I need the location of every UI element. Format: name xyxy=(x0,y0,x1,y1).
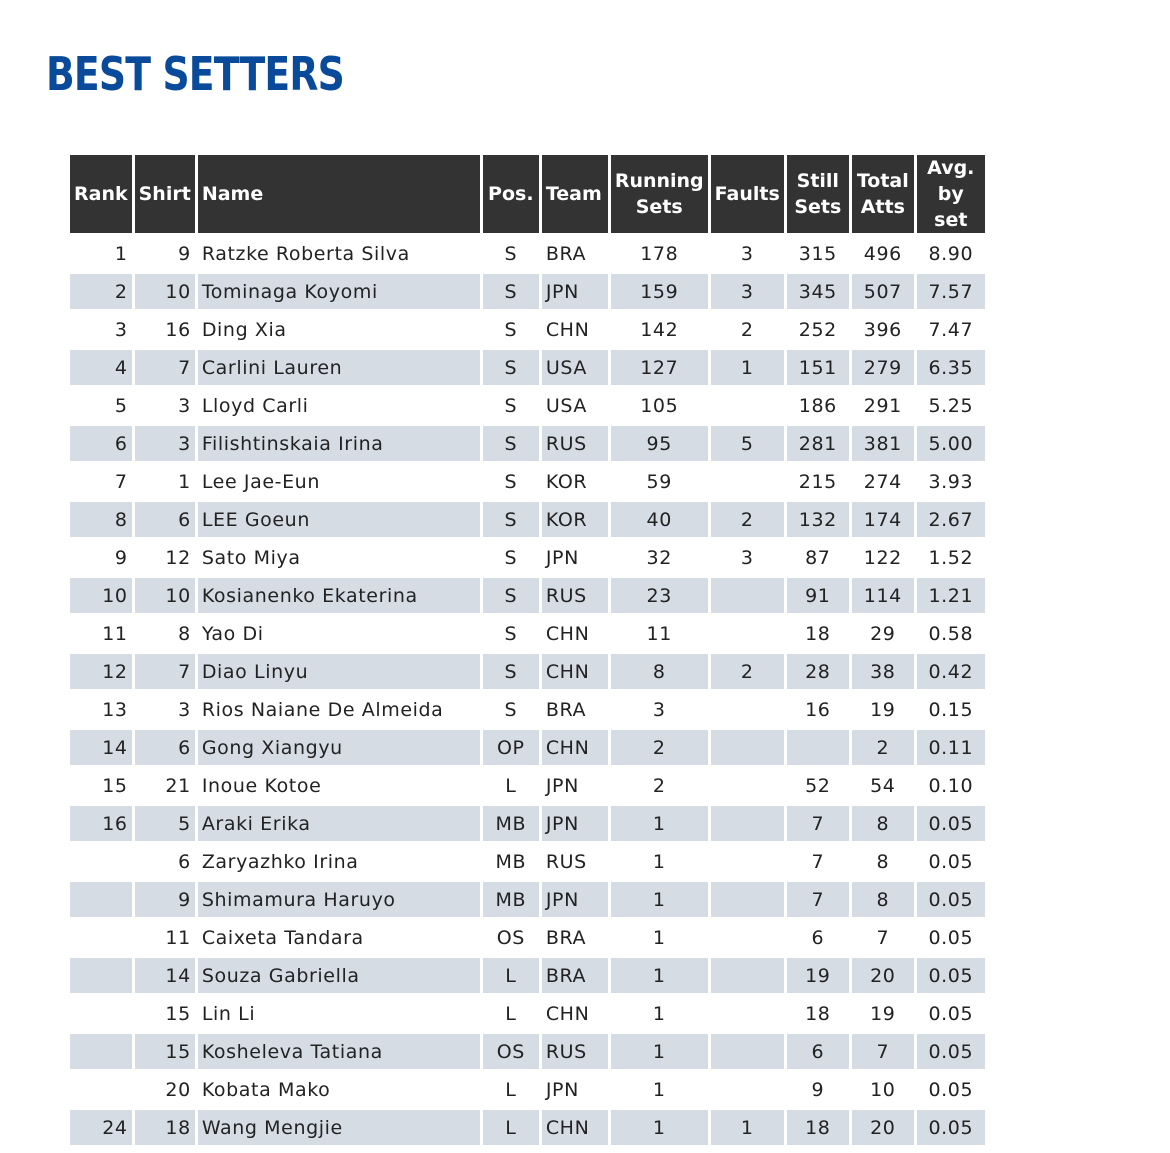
team-cell: RUS xyxy=(542,426,608,461)
column-header-still-sets[interactable]: Still Sets xyxy=(787,155,849,233)
total-atts-cell: 8 xyxy=(852,806,914,841)
shirt-cell: 3 xyxy=(178,394,191,417)
shirt-cell: 7 xyxy=(135,350,195,385)
table-row xyxy=(70,540,985,575)
running-sets-cell: 59 xyxy=(646,470,672,493)
shirt-cell: 16 xyxy=(165,318,191,341)
running-sets-cell: 159 xyxy=(611,274,708,309)
faults-cell: 2 xyxy=(711,502,784,537)
running-sets-cell: 1 xyxy=(652,926,666,949)
faults-cell xyxy=(711,388,784,423)
avg-by-set-cell: 0.05 xyxy=(928,1002,974,1025)
position-cell: MB xyxy=(495,850,527,873)
avg-by-set-cell: 0.05 xyxy=(917,1034,985,1069)
still-sets-cell xyxy=(787,730,849,765)
table-row xyxy=(70,464,985,499)
faults-cell: 3 xyxy=(711,274,784,309)
team-cell: RUS xyxy=(542,1034,608,1069)
team-cell: JPN xyxy=(542,882,608,917)
table-header-row xyxy=(70,155,985,233)
position-cell: MB xyxy=(483,806,539,841)
shirt-cell: 11 xyxy=(165,926,191,949)
shirt-cell: 15 xyxy=(165,1002,191,1025)
still-sets-cell: 91 xyxy=(787,578,849,613)
name-cell: Rios Naiane De Almeida xyxy=(201,698,444,721)
avg-by-set-cell: 0.42 xyxy=(917,654,985,689)
faults-cell xyxy=(711,578,784,613)
total-atts-cell: 8 xyxy=(876,850,890,873)
rank-cell: 10 xyxy=(70,578,132,613)
table-row xyxy=(70,654,985,689)
team-cell: JPN xyxy=(545,774,579,797)
rank-cell: 1 xyxy=(114,242,128,265)
rank-cell: 8 xyxy=(70,502,132,537)
running-sets-cell: 1 xyxy=(652,850,666,873)
running-sets-cell: 1 xyxy=(611,1034,708,1069)
still-sets-cell: 52 xyxy=(805,774,831,797)
still-sets-cell: 252 xyxy=(798,318,837,341)
total-atts-cell: 496 xyxy=(863,242,902,265)
name-cell: Tominaga Koyomi xyxy=(198,274,480,309)
name-cell: Ratzke Roberta Silva xyxy=(201,242,410,265)
running-sets-cell: 95 xyxy=(611,426,708,461)
avg-by-set-cell: 0.05 xyxy=(917,1110,985,1145)
faults-cell: 3 xyxy=(740,242,754,265)
position-cell: OS xyxy=(483,1034,539,1069)
team-cell: CHN xyxy=(545,622,590,645)
column-header-name[interactable]: Name xyxy=(198,155,480,233)
rank-cell: 12 xyxy=(70,654,132,689)
column-header-position[interactable]: Pos. xyxy=(483,155,539,233)
running-sets-cell: 1 xyxy=(652,1002,666,1025)
team-cell: BRA xyxy=(545,698,587,721)
avg-by-set-cell: 3.93 xyxy=(928,470,974,493)
table-row xyxy=(70,502,985,537)
table-row xyxy=(70,236,985,271)
faults-cell: 2 xyxy=(711,654,784,689)
table-row xyxy=(70,730,985,765)
rank-cell: 16 xyxy=(70,806,132,841)
name-cell: Kosheleva Tatiana xyxy=(198,1034,480,1069)
rank-cell xyxy=(70,1072,132,1107)
table-row xyxy=(70,388,985,423)
still-sets-cell: 7 xyxy=(811,850,825,873)
column-header-rank[interactable]: Rank xyxy=(70,155,132,233)
shirt-cell: 1 xyxy=(178,470,191,493)
avg-by-set-cell: 7.57 xyxy=(917,274,985,309)
faults-cell xyxy=(711,844,784,879)
total-atts-cell: 20 xyxy=(852,1110,914,1145)
position-cell: S xyxy=(504,318,518,341)
still-sets-cell: 7 xyxy=(787,882,849,917)
avg-by-set-cell: 0.05 xyxy=(917,882,985,917)
table-row xyxy=(70,578,985,613)
team-cell: USA xyxy=(542,350,608,385)
team-cell: RUS xyxy=(542,578,608,613)
rank-cell: 14 xyxy=(70,730,132,765)
still-sets-cell: 9 xyxy=(811,1078,825,1101)
table-row xyxy=(70,1034,985,1069)
position-cell: L xyxy=(505,1002,517,1025)
total-atts-cell: 114 xyxy=(852,578,914,613)
total-atts-cell: 507 xyxy=(852,274,914,309)
running-sets-cell: 1 xyxy=(611,958,708,993)
table-row xyxy=(70,274,985,309)
still-sets-cell: 18 xyxy=(787,1110,849,1145)
column-header-avg-by-set[interactable]: Avg. by set xyxy=(917,155,985,233)
avg-by-set-cell: 7.47 xyxy=(928,318,974,341)
team-cell: JPN xyxy=(542,806,608,841)
rank-cell: 15 xyxy=(102,774,128,797)
rank-cell: 2 xyxy=(70,274,132,309)
still-sets-cell: 186 xyxy=(798,394,837,417)
shirt-cell: 6 xyxy=(135,730,195,765)
faults-cell xyxy=(711,1034,784,1069)
faults-cell xyxy=(711,920,784,955)
running-sets-cell: 105 xyxy=(640,394,679,417)
faults-cell xyxy=(711,464,784,499)
total-atts-cell: 20 xyxy=(852,958,914,993)
team-cell: CHN xyxy=(542,730,608,765)
avg-by-set-cell: 5.00 xyxy=(917,426,985,461)
total-atts-cell: 10 xyxy=(870,1078,896,1101)
rank-cell xyxy=(70,958,132,993)
still-sets-cell: 6 xyxy=(811,926,825,949)
avg-by-set-cell: 0.05 xyxy=(928,850,974,873)
position-cell: S xyxy=(504,698,518,721)
total-atts-cell: 381 xyxy=(852,426,914,461)
total-atts-cell: 54 xyxy=(870,774,896,797)
total-atts-cell: 19 xyxy=(870,1002,896,1025)
position-cell: MB xyxy=(483,882,539,917)
shirt-cell: 6 xyxy=(178,850,191,873)
name-cell: Gong Xiangyu xyxy=(198,730,480,765)
position-cell: S xyxy=(483,578,539,613)
faults-cell xyxy=(711,1072,784,1107)
faults-cell xyxy=(711,882,784,917)
shirt-cell: 9 xyxy=(135,882,195,917)
avg-by-set-cell: 1.21 xyxy=(917,578,985,613)
rank-cell: 5 xyxy=(114,394,128,417)
team-cell: BRA xyxy=(542,958,608,993)
name-cell: Lin Li xyxy=(201,1002,256,1025)
total-atts-cell: 2 xyxy=(852,730,914,765)
shirt-cell: 9 xyxy=(178,242,191,265)
name-cell: Carlini Lauren xyxy=(198,350,480,385)
name-cell: Inoue Kotoe xyxy=(201,774,322,797)
position-cell: S xyxy=(504,470,518,493)
position-cell: S xyxy=(504,242,518,265)
shirt-cell: 15 xyxy=(135,1034,195,1069)
faults-cell xyxy=(711,806,784,841)
table-row xyxy=(70,350,985,385)
rank-cell xyxy=(70,882,132,917)
running-sets-cell: 1 xyxy=(611,1110,708,1145)
total-atts-cell: 279 xyxy=(852,350,914,385)
faults-cell xyxy=(711,692,784,727)
name-cell: LEE Goeun xyxy=(198,502,480,537)
faults-cell: 3 xyxy=(740,546,754,569)
name-cell: Lloyd Carli xyxy=(201,394,309,417)
table-row xyxy=(70,958,985,993)
total-atts-cell: 7 xyxy=(852,1034,914,1069)
running-sets-cell: 11 xyxy=(646,622,672,645)
total-atts-cell: 174 xyxy=(852,502,914,537)
running-sets-cell: 8 xyxy=(611,654,708,689)
table-row xyxy=(70,920,985,955)
position-cell: L xyxy=(505,1078,517,1101)
still-sets-cell: 215 xyxy=(798,470,837,493)
rank-cell xyxy=(70,1034,132,1069)
position-cell: S xyxy=(504,622,518,645)
position-cell: S xyxy=(483,654,539,689)
team-cell: BRA xyxy=(545,926,587,949)
total-atts-cell: 38 xyxy=(852,654,914,689)
team-cell: CHN xyxy=(545,1002,590,1025)
name-cell: Kobata Mako xyxy=(201,1078,331,1101)
position-cell: S xyxy=(483,502,539,537)
table-row xyxy=(70,312,985,347)
team-cell: RUS xyxy=(545,850,587,873)
name-cell: Yao Di xyxy=(201,622,264,645)
still-sets-cell: 151 xyxy=(787,350,849,385)
still-sets-cell: 7 xyxy=(787,806,849,841)
rank-cell: 13 xyxy=(102,698,128,721)
rank-cell: 9 xyxy=(114,546,128,569)
team-cell: JPN xyxy=(545,546,579,569)
position-cell: OS xyxy=(496,926,525,949)
team-cell: JPN xyxy=(545,1078,579,1101)
shirt-cell: 14 xyxy=(135,958,195,993)
name-cell: Kosianenko Ekaterina xyxy=(198,578,480,613)
avg-by-set-cell: 2.67 xyxy=(917,502,985,537)
column-header-faults[interactable]: Faults xyxy=(711,155,784,233)
total-atts-cell: 8 xyxy=(852,882,914,917)
still-sets-cell: 345 xyxy=(787,274,849,309)
position-cell: S xyxy=(483,426,539,461)
table-row xyxy=(70,996,985,1031)
table-row xyxy=(70,426,985,461)
position-cell: S xyxy=(483,274,539,309)
total-atts-cell: 396 xyxy=(863,318,902,341)
best-setters-table xyxy=(67,152,988,1148)
still-sets-cell: 281 xyxy=(787,426,849,461)
faults-cell: 2 xyxy=(740,318,754,341)
running-sets-cell: 40 xyxy=(611,502,708,537)
total-atts-cell: 122 xyxy=(863,546,902,569)
avg-by-set-cell: 0.10 xyxy=(928,774,974,797)
rank-cell xyxy=(70,920,132,955)
table-row xyxy=(70,616,985,651)
avg-by-set-cell: 0.05 xyxy=(928,926,974,949)
team-cell: USA xyxy=(545,394,587,417)
table-row xyxy=(70,692,985,727)
shirt-cell: 5 xyxy=(135,806,195,841)
avg-by-set-cell: 0.05 xyxy=(928,1078,974,1101)
avg-by-set-cell: 0.05 xyxy=(917,806,985,841)
still-sets-cell: 19 xyxy=(787,958,849,993)
running-sets-cell: 178 xyxy=(640,242,679,265)
rank-cell: 4 xyxy=(70,350,132,385)
table-row xyxy=(70,1072,985,1107)
table-row xyxy=(70,768,985,803)
name-cell: Ding Xia xyxy=(201,318,287,341)
rank-cell: 11 xyxy=(102,622,128,645)
avg-by-set-cell: 5.25 xyxy=(928,394,974,417)
position-cell: S xyxy=(483,350,539,385)
faults-cell xyxy=(711,616,784,651)
faults-cell: 1 xyxy=(711,350,784,385)
shirt-cell: 3 xyxy=(178,698,191,721)
still-sets-cell: 18 xyxy=(805,622,831,645)
position-cell: L xyxy=(483,1110,539,1145)
rank-cell: 6 xyxy=(70,426,132,461)
faults-cell xyxy=(711,958,784,993)
running-sets-cell: 127 xyxy=(611,350,708,385)
running-sets-cell: 32 xyxy=(646,546,672,569)
shirt-cell: 7 xyxy=(135,654,195,689)
page-title: BEST SETTERS xyxy=(46,47,344,101)
avg-by-set-cell: 6.35 xyxy=(917,350,985,385)
shirt-cell: 18 xyxy=(135,1110,195,1145)
still-sets-cell: 87 xyxy=(805,546,831,569)
total-atts-cell: 29 xyxy=(870,622,896,645)
name-cell: Wang Mengjie xyxy=(198,1110,480,1145)
avg-by-set-cell: 0.58 xyxy=(928,622,974,645)
avg-by-set-cell: 0.05 xyxy=(917,958,985,993)
total-atts-cell: 291 xyxy=(863,394,902,417)
team-cell: KOR xyxy=(542,502,608,537)
shirt-cell: 10 xyxy=(135,274,195,309)
table-row xyxy=(70,882,985,917)
rank-cell: 24 xyxy=(70,1110,132,1145)
faults-cell xyxy=(711,996,784,1031)
still-sets-cell: 6 xyxy=(787,1034,849,1069)
name-cell: Filishtinskaia Irina xyxy=(198,426,480,461)
shirt-cell: 10 xyxy=(135,578,195,613)
position-cell: L xyxy=(483,958,539,993)
running-sets-cell: 2 xyxy=(652,774,666,797)
rank-cell: 7 xyxy=(114,470,128,493)
running-sets-cell: 23 xyxy=(611,578,708,613)
running-sets-cell: 3 xyxy=(652,698,666,721)
table-row xyxy=(70,1110,985,1145)
column-header-shirt[interactable]: Shirt xyxy=(135,155,195,233)
name-cell: Diao Linyu xyxy=(198,654,480,689)
avg-by-set-cell: 0.15 xyxy=(928,698,974,721)
running-sets-cell: 142 xyxy=(640,318,679,341)
shirt-cell: 21 xyxy=(165,774,191,797)
name-cell: Araki Erika xyxy=(198,806,480,841)
team-cell: CHN xyxy=(542,1110,608,1145)
position-cell: S xyxy=(504,394,518,417)
team-cell: KOR xyxy=(545,470,588,493)
running-sets-cell: 1 xyxy=(611,882,708,917)
rank-cell xyxy=(70,996,132,1031)
shirt-cell: 12 xyxy=(165,546,191,569)
running-sets-cell: 1 xyxy=(611,806,708,841)
column-header-total-atts[interactable]: Total Atts xyxy=(852,155,914,233)
avg-by-set-cell: 0.11 xyxy=(917,730,985,765)
shirt-cell: 6 xyxy=(135,502,195,537)
rank-cell xyxy=(70,844,132,879)
column-header-team[interactable]: Team xyxy=(542,155,608,233)
name-cell: Lee Jae-Eun xyxy=(201,470,320,493)
name-cell: Zaryazhko Irina xyxy=(201,850,359,873)
still-sets-cell: 18 xyxy=(805,1002,831,1025)
table-row xyxy=(70,844,985,879)
still-sets-cell: 16 xyxy=(805,698,831,721)
faults-cell: 5 xyxy=(711,426,784,461)
team-cell: CHN xyxy=(545,318,590,341)
shirt-cell: 8 xyxy=(178,622,191,645)
faults-cell xyxy=(711,768,784,803)
position-cell: L xyxy=(505,774,517,797)
total-atts-cell: 19 xyxy=(870,698,896,721)
running-sets-cell: 2 xyxy=(611,730,708,765)
still-sets-cell: 132 xyxy=(787,502,849,537)
shirt-cell: 20 xyxy=(165,1078,191,1101)
position-cell: S xyxy=(504,546,518,569)
name-cell: Caixeta Tandara xyxy=(201,926,364,949)
total-atts-cell: 274 xyxy=(863,470,902,493)
rank-cell: 3 xyxy=(114,318,128,341)
name-cell: Shimamura Haruyo xyxy=(198,882,480,917)
faults-cell xyxy=(711,730,784,765)
still-sets-cell: 28 xyxy=(787,654,849,689)
name-cell: Souza Gabriella xyxy=(198,958,480,993)
running-sets-cell: 1 xyxy=(652,1078,666,1101)
avg-by-set-cell: 8.90 xyxy=(928,242,974,265)
avg-by-set-cell: 1.52 xyxy=(928,546,974,569)
team-cell: JPN xyxy=(542,274,608,309)
faults-cell: 1 xyxy=(711,1110,784,1145)
shirt-cell: 3 xyxy=(135,426,195,461)
team-cell: BRA xyxy=(545,242,587,265)
total-atts-cell: 7 xyxy=(876,926,890,949)
still-sets-cell: 315 xyxy=(798,242,837,265)
name-cell: Sato Miya xyxy=(201,546,301,569)
position-cell: OP xyxy=(483,730,539,765)
table-row xyxy=(70,806,985,841)
column-header-running-sets[interactable]: Running Sets xyxy=(611,155,708,233)
team-cell: CHN xyxy=(542,654,608,689)
